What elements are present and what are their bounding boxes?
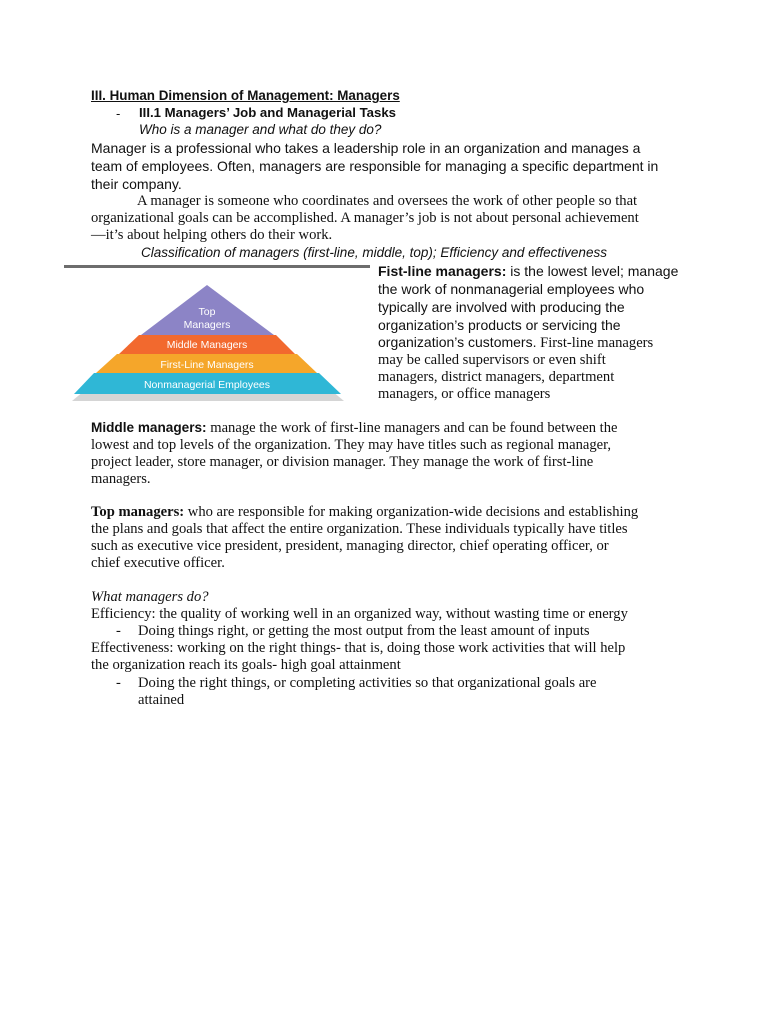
definition-line-3: —it’s about helping others do their work. bbox=[91, 227, 333, 243]
classification-heading: Classification of managers (first-line, middle, top); Efficiency and effectiveness bbox=[141, 245, 607, 260]
first-line-customers: organization’s customers. bbox=[378, 334, 537, 350]
middle-text-1: lowest and top levels of the organization. They may have titles such as regional manager, bbox=[91, 437, 612, 453]
pyramid-label-middle: Middle Managers bbox=[166, 339, 248, 351]
first-line-text-4 bbox=[378, 334, 653, 352]
effectiveness-line-1: Effectiveness: working on the right things- that is, doing those work activities that will help bbox=[91, 640, 626, 656]
efficiency-definition: Efficiency: the quality of working well in an organized way, without wasting time or energy bbox=[91, 606, 628, 622]
subsection-bullet: - bbox=[116, 106, 121, 121]
first-line-text-6: managers, district managers, department bbox=[378, 369, 615, 385]
definition-line-1: A manager is someone who coordinates and oversees the work of other people so that bbox=[137, 193, 638, 209]
top-term: Top managers: bbox=[91, 504, 185, 520]
efficiency-bullet-mark: - bbox=[116, 623, 121, 639]
first-line-text-3: organization’s products or servicing the bbox=[378, 317, 621, 333]
top-paragraph bbox=[91, 504, 638, 521]
pyramid-label-top-2: Managers bbox=[183, 319, 231, 331]
effectiveness-line-2: the organization reach its goals- high goal attainment bbox=[91, 657, 401, 673]
first-line-paragraph bbox=[378, 263, 678, 279]
first-line-text-5: may be called supervisors or even shift bbox=[378, 352, 606, 368]
effectiveness-bullet-2: attained bbox=[138, 692, 185, 708]
middle-term: Middle managers: bbox=[91, 420, 207, 435]
figure-top-rule bbox=[64, 265, 370, 268]
top-text-3: chief executive officer. bbox=[91, 555, 225, 571]
pyramid-label-first-line: First-Line Managers bbox=[160, 359, 254, 371]
first-line-rest: is the lowest level; manage bbox=[506, 263, 679, 279]
middle-paragraph bbox=[91, 420, 617, 437]
top-text-1: the plans and goals that affect the entire organization. These individuals typically have titles bbox=[91, 521, 628, 537]
pyramid-label-nonmanagerial: Nonmanagerial Employees bbox=[143, 379, 271, 391]
subsection-title: III.1 Managers’ Job and Managerial Tasks bbox=[139, 105, 397, 120]
effectiveness-bullet-mark: - bbox=[116, 675, 121, 691]
top-text-2: such as executive vice president, president, managing director, chief operating officer, or bbox=[91, 538, 609, 554]
management-pyramid bbox=[68, 285, 348, 405]
top-rest: who are responsible for making organization-wide decisions and establishing bbox=[184, 504, 639, 520]
first-line-called: First-line managers bbox=[536, 335, 654, 351]
first-line-term: Fist-line managers: bbox=[378, 263, 507, 279]
subsection-question: Who is a manager and what do they do? bbox=[139, 122, 382, 137]
effectiveness-bullet-1: Doing the right things, or completing activities so that organizational goals are bbox=[138, 675, 597, 691]
intro-line-3: their company. bbox=[91, 176, 182, 192]
definition-line-2: organizational goals can be accomplished. A manager’s job is not about personal achievement bbox=[91, 210, 639, 226]
intro-line-2: team of employees. Often, managers are responsible for managing a specific department in bbox=[91, 158, 659, 174]
intro-line-1: Manager is a professional who takes a leadership role in an organization and manages a bbox=[91, 140, 641, 156]
first-line-text-1: the work of nonmanagerial employees who bbox=[378, 281, 645, 297]
middle-text-3: managers. bbox=[91, 471, 151, 487]
pyramid-label-top-1: Top bbox=[198, 306, 216, 318]
middle-text-2: project leader, store manager, or division manager. They manage the work of first-line bbox=[91, 454, 594, 470]
first-line-text-2: typically are involved with producing the bbox=[378, 299, 625, 315]
efficiency-bullet: Doing things right, or getting the most output from the least amount of inputs bbox=[138, 623, 590, 639]
what-do-heading: What managers do? bbox=[91, 589, 209, 605]
section-heading: III. Human Dimension of Management: Managers bbox=[91, 88, 400, 103]
middle-rest: manage the work of first-line managers and can be found between the bbox=[206, 420, 618, 436]
first-line-text-7: managers, or office managers bbox=[378, 386, 551, 402]
